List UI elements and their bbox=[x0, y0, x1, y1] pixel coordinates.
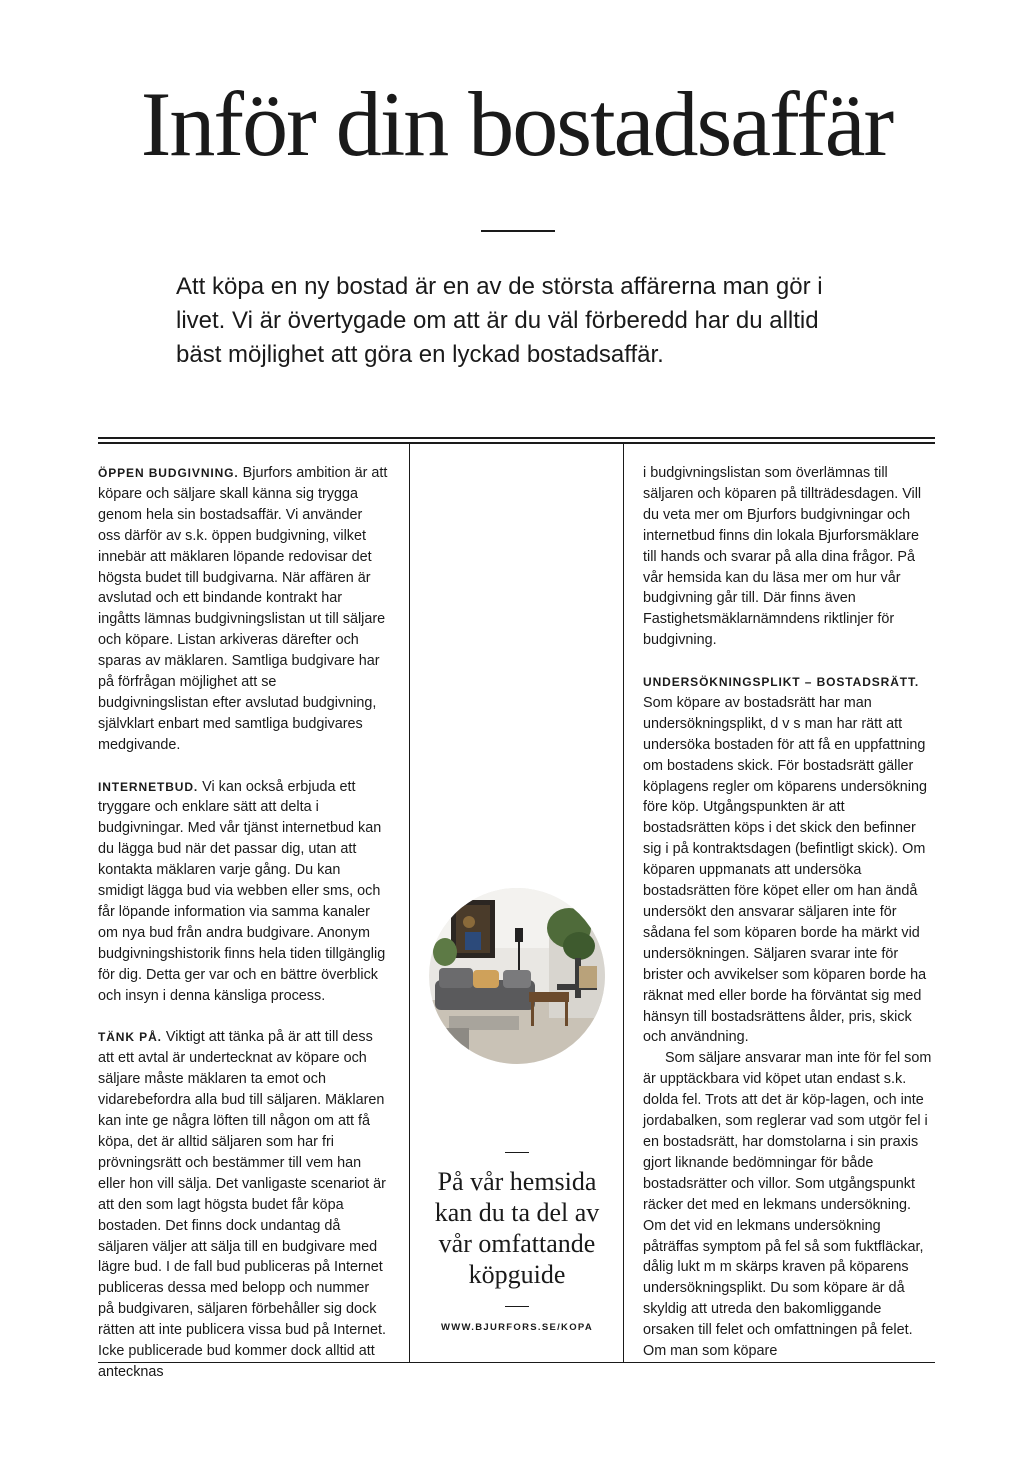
section-text: Bjurfors ambition är att köpare och säljare skall känna sig trygga genom hela sin bostadsaffär. Vi använder oss därför av s.k. öppen budgivning, vilket innebär att mäklaren löpande redovisar det högsta budet till budgivarna. När affären är avslutad och ett bindande kontrakt har ingåtts lämnas budgivningslistan ut till säljare och köpare. Listan arkiveras därefter och sparas av mäklaren. Samtliga budgivare har på förfrågan möjlighet att se budgivningslistan efter avslutad budgivning, självklart enbart med samtliga budgivares medgivande. bbox=[98, 465, 388, 753]
callout-rule-bottom bbox=[505, 1306, 529, 1307]
section-heading: TÄNK PÅ. bbox=[98, 1030, 162, 1045]
top-rule-double bbox=[98, 442, 935, 444]
section-text: Vi kan också erbjuda ett tryggare och enklare sätt att delta i budgivningar. Med vår tjänst internetbud kan du lägga bud när det passar dig, utan att kontakta mäklaren varje gång. Du kan smidigt lägga bud via webben eller sms, och får löpande information via samma kanaler om nya bud från andra budgivare. Anonym budgivningshistorik finns hela tiden tillgänglig för dig. Detta ger var och en bättre överblick och insyn i denna känsliga process. bbox=[98, 778, 386, 1004]
lead-paragraph: Att köpa en ny bostad är en av de största affärerna man gör i livet. Vi är övertygade om att är du väl förberedd har du alltid bäst möjlighet att göra en lyckad bostadsaffär. bbox=[176, 273, 823, 368]
column-divider-left bbox=[409, 444, 410, 1362]
left-column bbox=[98, 463, 388, 1383]
right-column bbox=[643, 463, 933, 1362]
section-undersokningsplikt bbox=[643, 672, 933, 1048]
title-divider bbox=[481, 230, 555, 232]
callout-rule-top bbox=[505, 1152, 529, 1153]
column-divider-right bbox=[623, 444, 624, 1362]
page-title: Inför din bostadsaffär bbox=[140, 73, 893, 175]
section-internetbud bbox=[98, 777, 388, 1007]
section-heading: INTERNETBUD. bbox=[98, 779, 199, 794]
living-room-photo bbox=[429, 888, 605, 1064]
section-oppen-budgivning bbox=[98, 463, 388, 756]
continuation-paragraph: i budgivningslistan som överlämnas till säljaren och köparen på tillträdesdagen. Vill du veta mer om Bjurfors budgivningar och internetbud finns din lokala Bjurforsmäklare till hands och svarar på alla dina frågor. På vår hemsida kan du läsa mer om hur vår budgivning går till. Där finns även Fastighetsmäklarnämndens riktlinjer för budgivning. bbox=[643, 465, 922, 649]
section-tank-pa bbox=[98, 1027, 388, 1382]
website-link[interactable]: WWW.BJURFORS.SE/KOPA bbox=[441, 1322, 593, 1333]
top-rule bbox=[98, 437, 935, 439]
section-text: Viktigt att tänka på är att till dess att ett avtal är undertecknat av köpare och säljare måste mäklaren ta emot och vidarebefordra alla bud till säljaren. Mäklaren kan inte ge några löften till någon om att få köpa, det är alltid säljaren som har fri prövningsrätt och bestämmer till vem han eller hon vill sälja. Det vanligaste scenariot är att den som lagt högsta budet får köpa bostaden. Det finns dock undantag då säljaren väljer att sälja till en budgivare med lägre bud. I de fall bud publiceras på Internet publiceras dessa med belopp och nummer på budgivaren, säljaren förbehåller sig dock rätten att inte publicera vissa bud på Internet. Icke publicerade bud kommer dock alltid att antecknas bbox=[98, 1029, 386, 1380]
paragraph-saljare: Som säljare ansvarar man inte för fel som är upptäckbara vid köpet utan endast s.k. dolda fel. Trots att det är köp-lagen, och inte jordabalken, som reglerar vad som utgör fel i en bostadsrätt, har domstolarna i sin praxis gjort liknande bedömningar för både bostadsrätter och villor. Som utgångspunkt räcker det med en lekmans undersökning. Om det vid en lekmans undersökning påträffas symptom på fel så som fuktfläckar, dålig lukt m m skärps kraven på köparens undersökningsplikt. Du som köpare är då skyldig att utreda den bakomliggande orsaken till felet och omfattningen på felet. Om man som köpare bbox=[643, 1050, 932, 1360]
section-heading: ÖPPEN BUDGIVNING. bbox=[98, 466, 239, 480]
section-heading: UNDERSÖKNINGSPLIKT – BOSTADSRÄTT. bbox=[643, 675, 920, 690]
section-text: Som köpare av bostadsrätt har man undersökningsplikt, d v s man har rätt att undersöka bostaden för att få en uppfattning om bostadens skick. För bostadsrätt gäller köplagens regler om köparens undersökning före köp. Utgångspunkten är att bostadsrätten köps i det skick den befinner sig i på kontraktsdagen (befintligt skick). Om köparen uppmanats att undersöka bostadsrätten före köpet eller om han ändå undersökt den ansvarar säljaren inte för sådana fel som köparen borde ha märkt vid undersökningen. Säljaren svarar inte för brister och avvikelser som köparen borde ha räknat med eller borde ha förväntat sig med hänsyn till bostadsrättens ålder, pris, skick och användning. bbox=[643, 694, 927, 1046]
callout-text: På vår hemsida kan du ta del av vår omfattande köpguide bbox=[434, 1167, 600, 1289]
